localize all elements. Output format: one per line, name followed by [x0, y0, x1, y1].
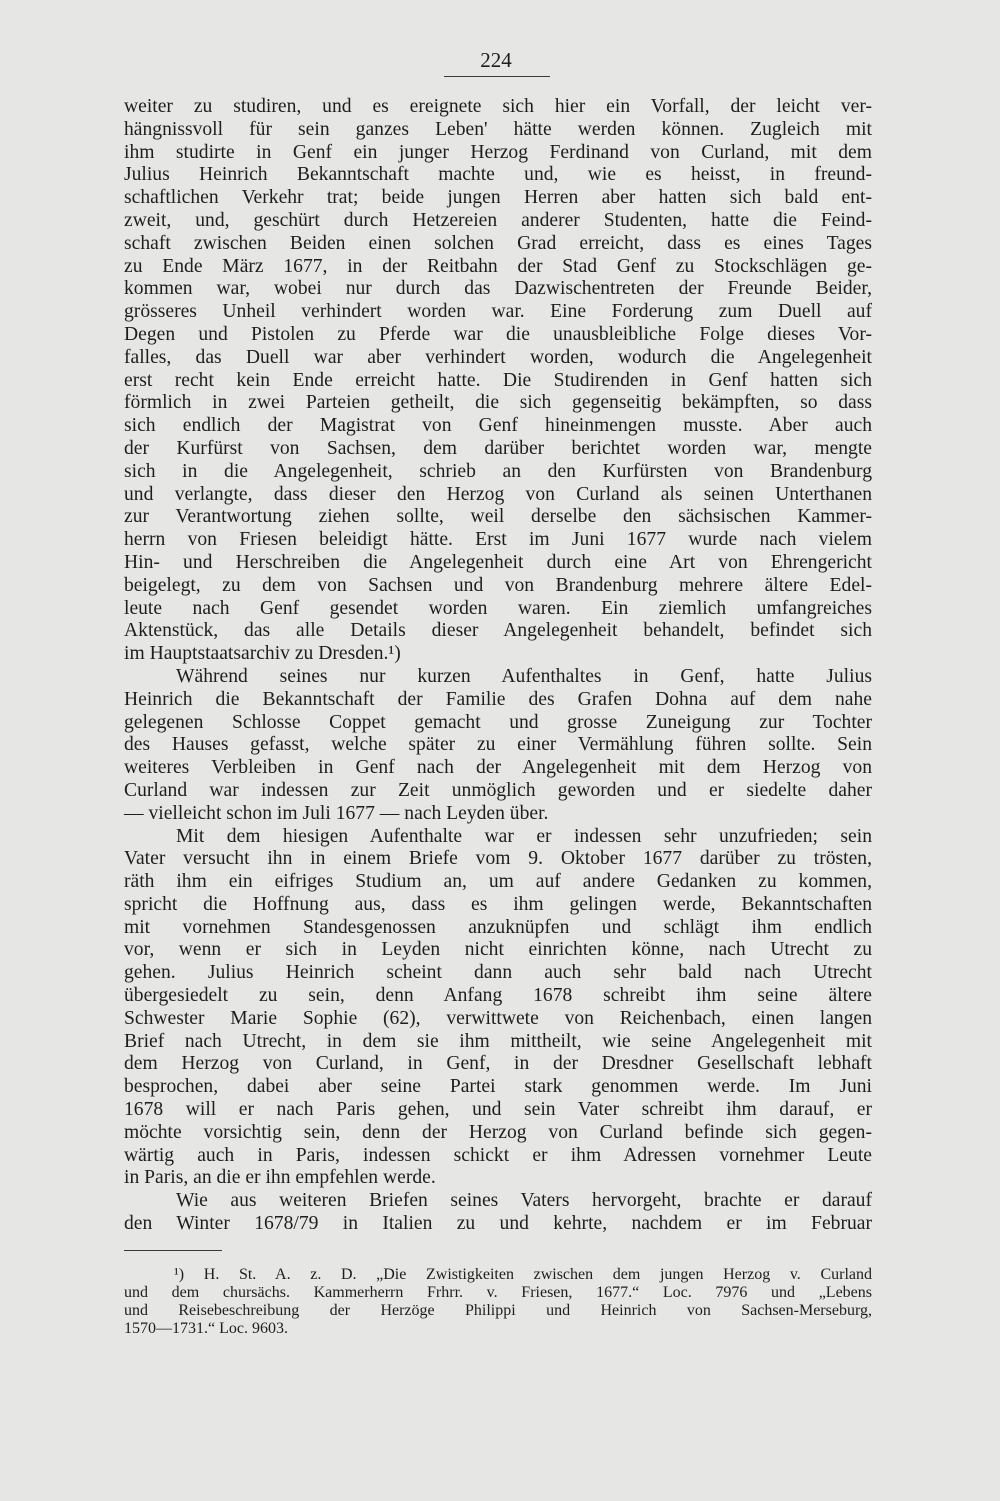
- text-line: mit vornehmen Standesgenossen anzuknüpfen und schlägt ihm endlich: [124, 916, 872, 938]
- text-line: Aktenstück, das alle Details dieser Angelegenheit behandelt, befindet sich: [124, 620, 872, 642]
- header-rule: [444, 76, 550, 77]
- text-line: wärtig auch in Paris, indessen schickt er ihm Adressen vornehmer Leute: [124, 1144, 872, 1166]
- text-line: Wie aus weiteren Briefen seines Vaters hervorgeht, brachte er darauf: [176, 1190, 872, 1212]
- text-line: Vater versucht ihn in einem Briefe vom 9. Oktober 1677 darüber zu trösten,: [124, 848, 872, 870]
- text-line: des Hauses gefasst, welche später zu einer Vermählung führen sollte. Sein: [124, 734, 872, 756]
- text-line: Degen und Pistolen zu Pferde war die unausbleibliche Folge dieses Vor-: [124, 323, 872, 345]
- text-line: leute nach Genf gesendet worden waren. Ein ziemlich umfangreiches: [124, 597, 872, 619]
- text-line: zu Ende März 1677, in der Reitbahn der Stad Genf zu Stockschlägen ge-: [124, 255, 872, 277]
- text-line: gelegenen Schlosse Coppet gemacht und grosse Zuneigung zur Tochter: [124, 711, 872, 733]
- text-line: Hin- und Herschreiben die Angelegenheit durch eine Art von Ehrengericht: [124, 551, 872, 573]
- text-line: den Winter 1678/79 in Italien zu und kehrte, nachdem er im Februar: [124, 1213, 872, 1235]
- text-line: sich endlich der Magistrat von Genf hineinmengen musste. Aber auch: [124, 415, 872, 437]
- text-line: Brief nach Utrecht, in dem sie ihm mittheilt, wie seine Angelegenheit mit: [124, 1030, 872, 1052]
- text-line: hängnissvoll für sein ganzes Leben' hätte werden können. Zugleich mit: [124, 118, 872, 140]
- footnote-line: ¹) H. St. A. z. D. „Die Zwistigkeiten zwischen dem jungen Herzog v. Curland: [174, 1266, 872, 1283]
- text-line: schaft zwischen Beiden einen solchen Grad erreicht, dass es eines Tages: [124, 232, 872, 254]
- text-line: Schwester Marie Sophie (62), verwittwete von Reichenbach, einen langen: [124, 1007, 872, 1029]
- text-line: im Hauptstaatsarchiv zu Dresden.¹): [124, 643, 401, 665]
- text-line: Mit dem hiesigen Aufenthalte war er indessen sehr unzufrieden; sein: [176, 825, 872, 847]
- text-line: förmlich in zwei Parteien getheilt, die sich gegenseitig bekämpften, so dass: [124, 392, 872, 414]
- text-line: weiteres Verbleiben in Genf nach der Angelegenheit mit dem Herzog von: [124, 757, 872, 779]
- text-line: weiter zu studiren, und es ereignete sich hier ein Vorfall, der leicht ver-: [124, 96, 872, 117]
- text-line: zur Verantwortung ziehen sollte, weil derselbe den sächsischen Kammer-: [124, 506, 872, 528]
- text-line: übergesiedelt zu sein, denn Anfang 1678 schreibt ihm seine ältere: [124, 985, 872, 1007]
- text-line: sich in die Angelegenheit, schrieb an den Kurfürsten von Brandenburg: [124, 460, 872, 482]
- text-line: 1678 will er nach Paris gehen, und sein Vater schreibt ihm darauf, er: [124, 1099, 872, 1121]
- text-line: spricht die Hoffnung aus, dass es ihm gelingen werde, Bekanntschaften: [124, 893, 872, 915]
- text-line: Curland war indessen zur Zeit unmöglich geworden und er siedelte daher: [124, 779, 872, 801]
- text-line: schaftlichen Verkehr trat; beide jungen Herren aber hatten sich bald ent-: [124, 187, 872, 209]
- text-line: und verlangte, dass dieser den Herzog von Curland als seinen Unterthanen: [124, 483, 872, 505]
- footnotes: [124, 1266, 872, 1338]
- text-line: falles, das Duell war aber verhindert worden, wodurch die Angelegenheit: [124, 346, 872, 368]
- text-line: ihm studirte in Genf ein junger Herzog Ferdinand von Curland, mit dem: [124, 141, 872, 163]
- footnote-line: 1570—1731.“ Loc. 9603.: [124, 1320, 288, 1337]
- text-line: erst recht kein Ende erreicht hatte. Die Studirenden in Genf hatten sich: [124, 369, 872, 391]
- text-line: Julius Heinrich Bekanntschaft machte und, wie es heisst, in freund-: [124, 164, 872, 186]
- text-line: besprochen, dabei aber seine Partei stark genommen werde. Im Juni: [124, 1076, 872, 1098]
- body-text: [124, 96, 872, 1236]
- text-line: gehen. Julius Heinrich scheint dann auch sehr bald nach Utrecht: [124, 962, 872, 984]
- text-line: grösseres Unheil verhindert worden war. Eine Forderung zum Duell auf: [124, 301, 872, 323]
- text-line: — vielleicht schon im Juli 1677 — nach Leyden über.: [124, 802, 549, 824]
- footnote-line: und Reisebeschreibung der Herzöge Philippi und Heinrich von Sachsen-Merseburg,: [124, 1302, 872, 1319]
- text-line: räth ihm ein eifriges Studium an, um auf andere Gedanken zu kommen,: [124, 871, 872, 893]
- text-line: beigelegt, zu dem von Sachsen und von Brandenburg mehrere ältere Edel-: [124, 574, 872, 596]
- page-number: 224: [480, 48, 512, 72]
- text-line: zweit, und, geschürt durch Hetzereien anderer Studenten, hatte die Feind-: [124, 209, 872, 231]
- text-line: Während seines nur kurzen Aufenthaltes in Genf, hatte Julius: [176, 665, 872, 687]
- text-line: Heinrich die Bekanntschaft der Familie des Grafen Dohna auf dem nahe: [124, 688, 872, 710]
- text-line: möchte vorsichtig sein, denn der Herzog von Curland befinde sich gegen-: [124, 1121, 872, 1143]
- footnote-line: und dem chursächs. Kammerherrn Frhrr. v. Friesen, 1677.“ Loc. 7976 und „Lebens: [124, 1284, 872, 1301]
- text-line: in Paris, an die er ihn empfehlen werde.: [124, 1167, 436, 1189]
- text-line: herrn von Friesen beleidigt hätte. Erst im Juni 1677 wurde nach vielem: [124, 529, 872, 551]
- text-line: vor, wenn er sich in Leyden nicht einrichten könne, nach Utrecht zu: [124, 939, 872, 961]
- text-line: dem Herzog von Curland, in Genf, in der Dresdner Gesellschaft lebhaft: [124, 1053, 872, 1075]
- text-line: kommen war, wobei nur durch das Dazwischentreten der Freunde Beider,: [124, 278, 872, 300]
- footnote-separator: [124, 1250, 222, 1251]
- text-line: der Kurfürst von Sachsen, dem darüber berichtet worden war, mengte: [124, 437, 872, 459]
